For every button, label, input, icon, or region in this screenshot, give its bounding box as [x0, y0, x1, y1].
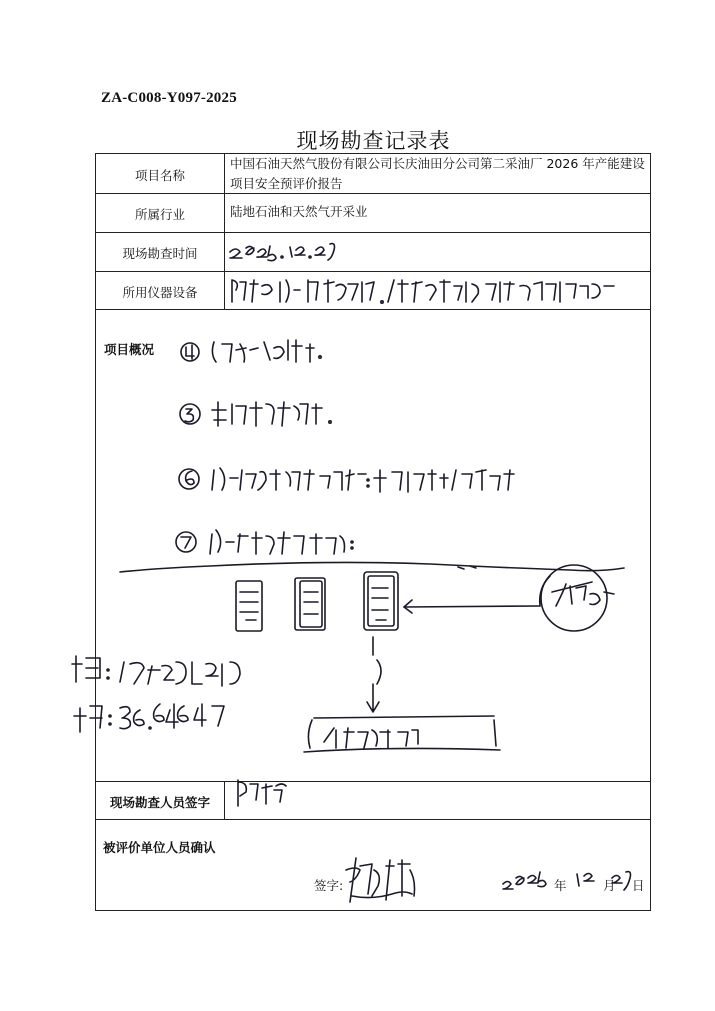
page-title-text: 现场勘查记录表 — [296, 129, 451, 153]
surveyor-sign-label: 现场勘查人员签字 — [109, 795, 210, 810]
industry-label: 所属行业 — [134, 207, 185, 222]
row-divider — [96, 781, 650, 782]
instruments-label: 所用仪器设备 — [122, 285, 198, 300]
row-divider — [96, 232, 650, 233]
project-name-value: 中国石油天然气股份有限公司长庆油田分公司第二采油厂 2026 年产能建设项目安全预评价报告 — [230, 156, 645, 191]
row-divider — [96, 819, 650, 820]
survey-record-form — [95, 153, 651, 911]
evaluated-confirm-label: 被评价单位人员确认 — [103, 840, 216, 855]
date-day-suffix: 日 — [632, 878, 645, 893]
column-divider — [224, 781, 225, 819]
sign-label: 签字: — [314, 878, 344, 893]
overview-label: 项目概况 — [104, 342, 155, 357]
project-name-label: 项目名称 — [134, 168, 185, 183]
document-code: ZA-C008-Y097-2025 — [101, 90, 237, 106]
column-divider — [224, 154, 225, 309]
survey-time-label: 现场勘查时间 — [122, 246, 198, 261]
date-month-suffix: 月 — [603, 878, 616, 893]
row-divider — [96, 309, 650, 310]
date-year-suffix: 年 — [554, 878, 567, 893]
row-divider — [96, 271, 650, 272]
industry-value: 陆地石油和天然气开采业 — [230, 204, 368, 219]
page-title — [0, 125, 715, 155]
